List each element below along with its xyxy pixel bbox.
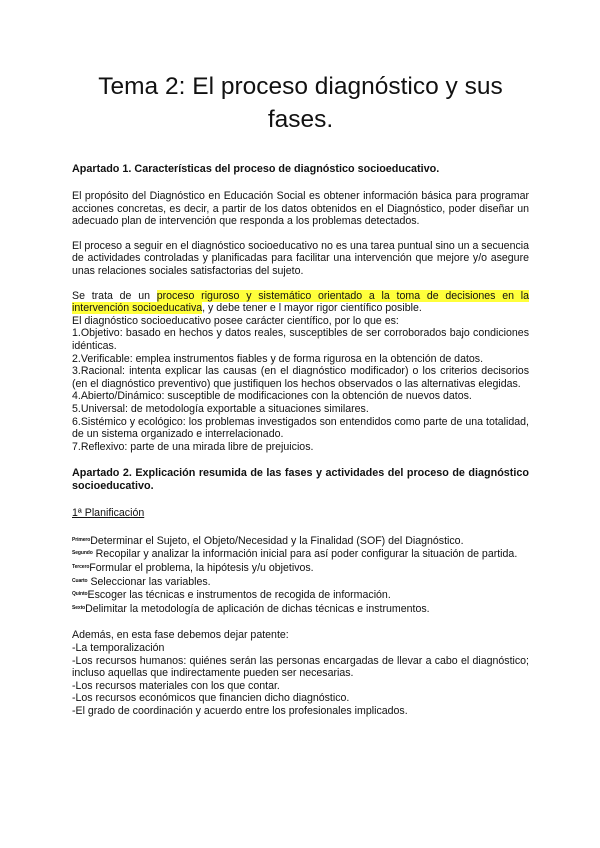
step-text: Determinar el Sujeto, el Objeto/Necesidad y la Finalidad (SOF) del Diagnóstico. (90, 534, 464, 547)
list-item: -Los recursos económicos que financien dicho diagnóstico. (72, 692, 350, 705)
step-text: Seleccionar las variables. (90, 575, 211, 588)
step-text: Recopilar y analizar la información inicial para así poder configurar la situación de partida. (95, 548, 518, 561)
list-item (72, 602, 529, 616)
text-run: Se trata de un (72, 289, 157, 302)
step-ordinal: Primero (72, 536, 91, 543)
paragraph: El propósito del Diagnóstico en Educación Social es obtener información básica para programar acciones concretas, es decir, a partir de los datos obtenidos en el Diagnóstico, poder diseñar un adecuado plan de intervención que responda a los problemas detectados. (72, 190, 529, 228)
list-item: 4.Abierto/Dinámico: susceptible de modificaciones con la obtención de nuevos datos. (72, 390, 472, 403)
step-ordinal: Segundo (72, 550, 93, 557)
text-run: , y debe tener e l mayor rigor científico posible. (202, 302, 422, 315)
step-text: Escoger las técnicas e instrumentos de recogida de información. (87, 589, 391, 602)
paragraph-highlighted (72, 290, 529, 315)
list-item: 3.Racional: intenta explicar las causas (en el diagnóstico modificador) o los criterios decisorios (en el diagnóstico preventivo) que justifiquen los hechos observados o las alternativas elegidas. (72, 365, 529, 390)
subheading-planificacion: 1ª Planificación (72, 507, 145, 520)
list-item: -La temporalización (72, 642, 165, 655)
list-item (72, 534, 529, 548)
list-item: 2.Verificable: emplea instrumentos fiables y de forma rigurosa en la obtención de datos. (72, 352, 484, 365)
characteristics-list (72, 327, 529, 453)
step-ordinal: Cuarto (72, 577, 88, 584)
list-item: -Los recursos humanos: quiénes serán las personas encargadas de llevar a cabo el diagnóstico; incluso aquellas que indirectamente pueden ser necesarias. (72, 654, 529, 680)
step-ordinal: Sexto (72, 604, 86, 611)
bullets-list (72, 642, 529, 718)
steps-list (72, 534, 529, 616)
list-item: 7.Reflexivo: parte de una mirada libre de prejuicios. (72, 440, 314, 453)
highlighted-text: proceso riguroso y sistemático orientado a la toma de decisiones en la intervención socioeducativa (72, 289, 529, 315)
section-2-heading: Apartado 2. Explicación resumida de las fases y actividades del proceso de diagnóstico socioeducativo. (72, 467, 529, 493)
list-item: -Los recursos materiales con los que contar. (72, 679, 280, 692)
list-item (72, 575, 529, 589)
list-item (72, 561, 529, 575)
document-page (72, 70, 529, 718)
list-item: 5.Universal: de metodología exportable a situaciones similares. (72, 402, 369, 415)
step-ordinal: Tercero (72, 564, 90, 571)
step-text: Delimitar la metodología de aplicación de dichas técnicas e instrumentos. (85, 602, 430, 615)
list-item: 1.Objetivo: basado en hechos y datos reales, susceptibles de ser corroborados bajo condiciones idénticas. (72, 327, 529, 352)
list-item (72, 588, 529, 602)
step-text: Formular el problema, la hipótesis y/u objetivos. (89, 562, 314, 575)
paragraph: El diagnóstico socioeducativo posee carácter científico, por lo que es: (72, 314, 399, 327)
paragraph: El proceso a seguir en el diagnóstico socioeducativo no es una tarea puntual sino un a secuencia de actividades controladas y planificadas para facilitar una intervención que mejore y/o asegure unas relaciones sociales satisfactorias del sujeto. (72, 239, 530, 277)
list-item: 6.Sistémico y ecológico: los problemas investigados son entendidos como parte de una totalidad, de un sistema organizado e interrelacionado. (72, 415, 529, 441)
step-ordinal: Quinto (72, 591, 88, 598)
paragraph: Además, en esta fase debemos dejar patente: (72, 629, 289, 642)
page-title: Tema 2: El proceso diagnóstico y sus fases. (98, 73, 503, 133)
section-1-heading: Apartado 1. Características del proceso de diagnóstico socioeducativo. (72, 163, 440, 175)
list-item (72, 547, 529, 561)
list-item: -El grado de coordinación y acuerdo entre los profesionales implicados. (72, 705, 408, 717)
